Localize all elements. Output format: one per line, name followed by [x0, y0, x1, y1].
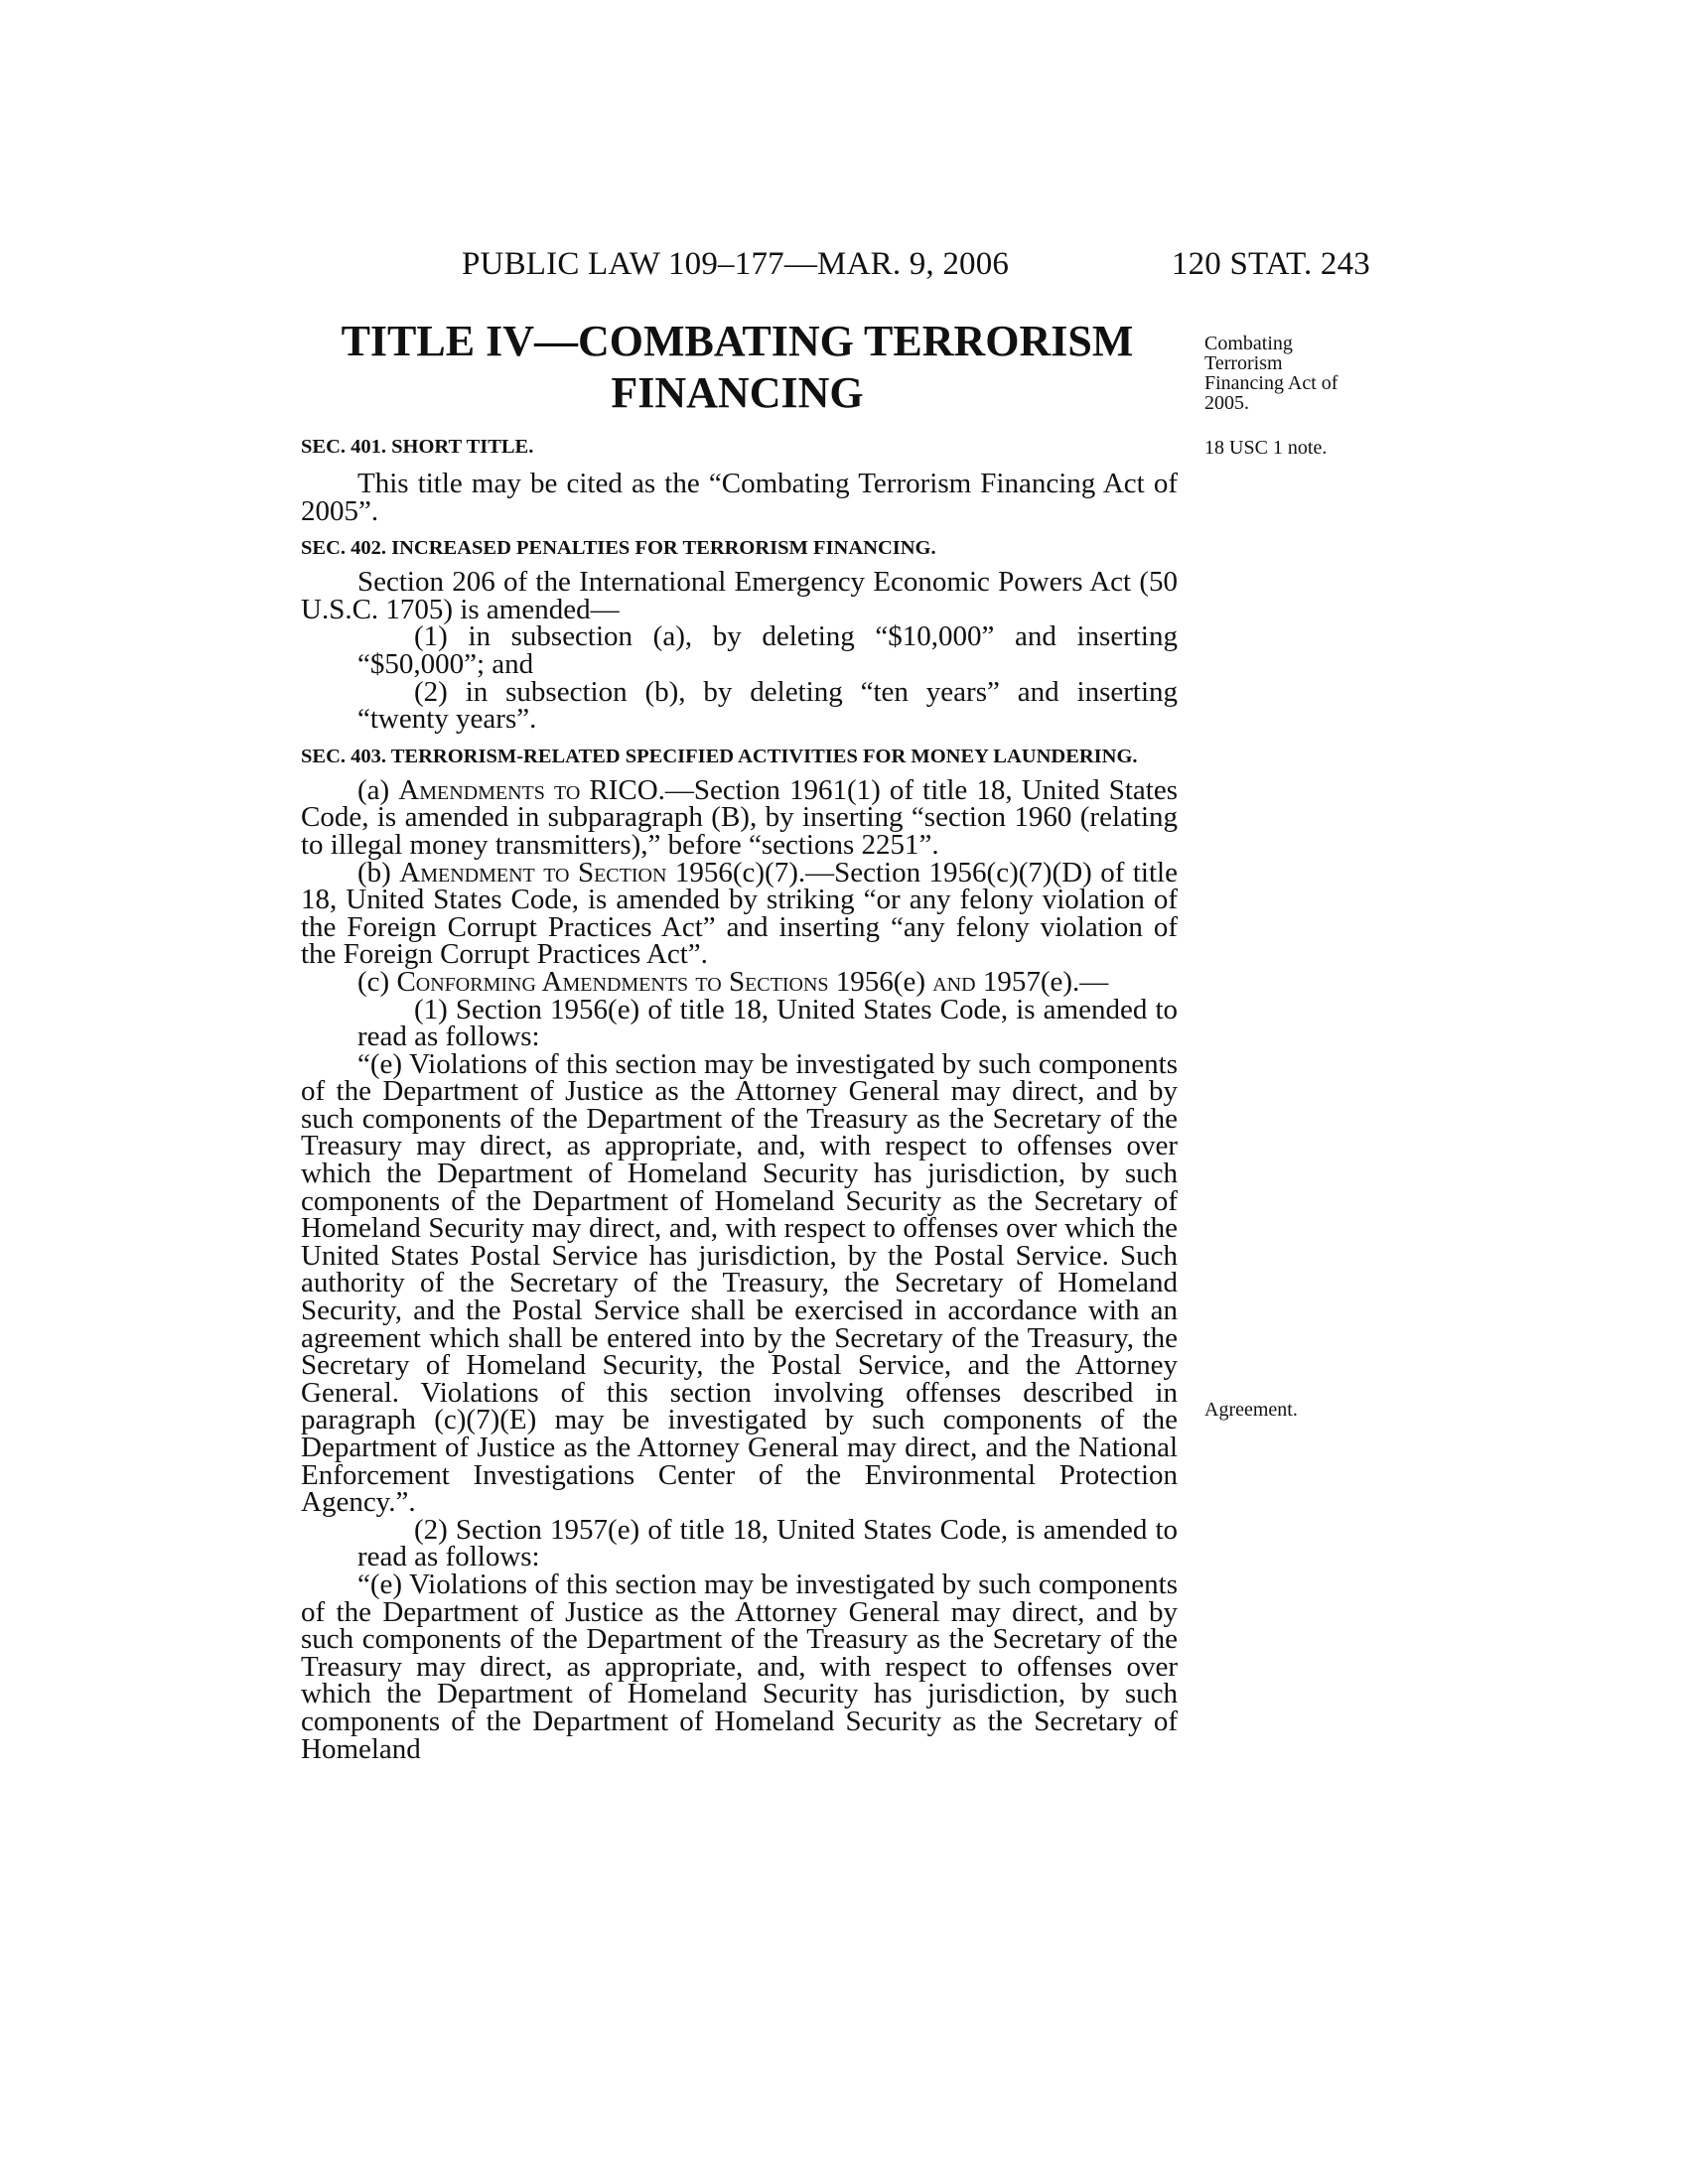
sec-403-c-caption: Conforming Amendments to Sections [396, 965, 829, 998]
margin-note-agreement: Agreement. [1204, 1399, 1298, 1421]
title-heading [298, 316, 1177, 419]
sec-402-item-1: (1) in subsection (a), by deleting “$10,000” and inserting “$50,000”; and [357, 620, 1178, 680]
sec-403-c2-intro: (2) Section 1957(e) of title 18, United States Code, is amended to read as follows: [357, 1513, 1178, 1573]
page-header [462, 246, 1370, 290]
sec-402-intro: Section 206 of the International Emergency Economic Powers Act (50 U.S.C. 1705) is amended— [301, 566, 1178, 625]
sec-403-c1-quote: “(e) Violations of this section may be investigated by such components of the Department of Justice as the Attorney General may direct, and by such components of the Department of the Treasury as the Secretary of the Treasury may direct, as appropriate, and, with respect to offenses over which the Department of Homeland Security has jurisdiction, by such components of the Department of Homeland Security as the Secretary of Homeland Security may direct, and, with respect to offenses over which the United States Postal Service has jurisdiction, by the Postal Service. Such authority of the Secretary of the Treasury, the Secretary of Homeland Security, and the Postal Service shall be exercised in accordance with an agreement which shall be entered into by the Secretary of the Treasury, the Secretary of Homeland Security, the Postal Service, and the Attorney General. Violations of this section involving offenses described in paragraph (c)(7)(E) may be investigated by such components of the Department of Justice as the Attorney General may direct, and the National Enforcement Investigations Center of the Environmental Protection Agency.”. [301, 1047, 1178, 1519]
sec-403-c-text-mid: 1956(e) [828, 965, 933, 998]
sec-403-a-caption: Amendments to RICO [398, 773, 658, 806]
sec-403-c-label: (c) [357, 965, 397, 998]
sec-401-text: This title may be cited as the “Combating Terrorism Financing Act of 2005”. [301, 468, 1178, 527]
sec-403-subsection-a [301, 773, 1178, 861]
body-text [301, 435, 1178, 1763]
header-stat-page: 120 STAT. 243 [1171, 246, 1370, 282]
sec-403-subsection-c [301, 965, 1178, 998]
margin-note-act-name-line-1: Combating [1204, 333, 1293, 354]
sec-403-c1-intro: (1) Section 1956(e) of title 18, United States Code, is amended to read as follows: [357, 993, 1178, 1053]
sec-403-a-text: .—Section 1961(1) of title 18, United States Code, is amended in subparagraph (B), by inserting “section 1960 (relating to illegal money transmitters),” before “sections 2251”. [301, 773, 1178, 861]
margin-note-act-name [1204, 334, 1337, 413]
sec-403-subsection-b [301, 856, 1178, 971]
title-line-1: TITLE IV—COMBATING TERRORISM [341, 317, 1134, 365]
margin-note-act-name-line-2: Terrorism [1204, 352, 1283, 374]
margin-note-act-name-line-3: Financing Act of [1204, 372, 1338, 394]
sec-403-b-text: 1956(c)(7).—Section 1956(c)(7)(D) of title 18, United States Code, is amended by striking “or any felony violation of the Foreign Corrupt Practices Act” and inserting “any felony violation of the Foreign Corrupt Practices Act”. [301, 856, 1178, 971]
title-line-2: FINANCING [611, 368, 864, 417]
sec-403-c-caption-2: and [932, 965, 976, 998]
sec-403-b-caption: Amendment to Section [399, 856, 667, 888]
sec-401-heading: SEC. 401. SHORT TITLE. [301, 436, 534, 458]
sec-402-item-2: (2) in subsection (b), by deleting “ten years” and inserting “twenty years”. [357, 675, 1178, 736]
header-public-law: PUBLIC LAW 109–177—MAR. 9, 2006 [462, 246, 1010, 282]
sec-403-a-label: (a) [357, 773, 399, 806]
sec-403-b-label: (b) [357, 856, 400, 888]
margin-note-usc: 18 USC 1 note. [1204, 437, 1328, 459]
sec-402-heading: SEC. 402. INCREASED PENALTIES FOR TERRORISM FINANCING. [301, 537, 936, 560]
margin-note-act-name-line-4: 2005. [1204, 392, 1249, 414]
sec-403-c-text-end: 1957(e).— [975, 965, 1109, 998]
sec-403-c2-quote: “(e) Violations of this section may be investigated by such components of the Department of Justice as the Attorney General may direct, and by such components of the Department of the Treasury as the Secretary of the Treasury may direct, as appropriate, and, with respect to offenses over which the Department of Homeland Security has jurisdiction, by such components of the Department of Homeland Security as the Secretary of Homeland [301, 1568, 1178, 1765]
sec-403-heading: SEC. 403. TERRORISM-RELATED SPECIFIED ACTIVITIES FOR MONEY LAUNDERING. [301, 745, 1138, 767]
